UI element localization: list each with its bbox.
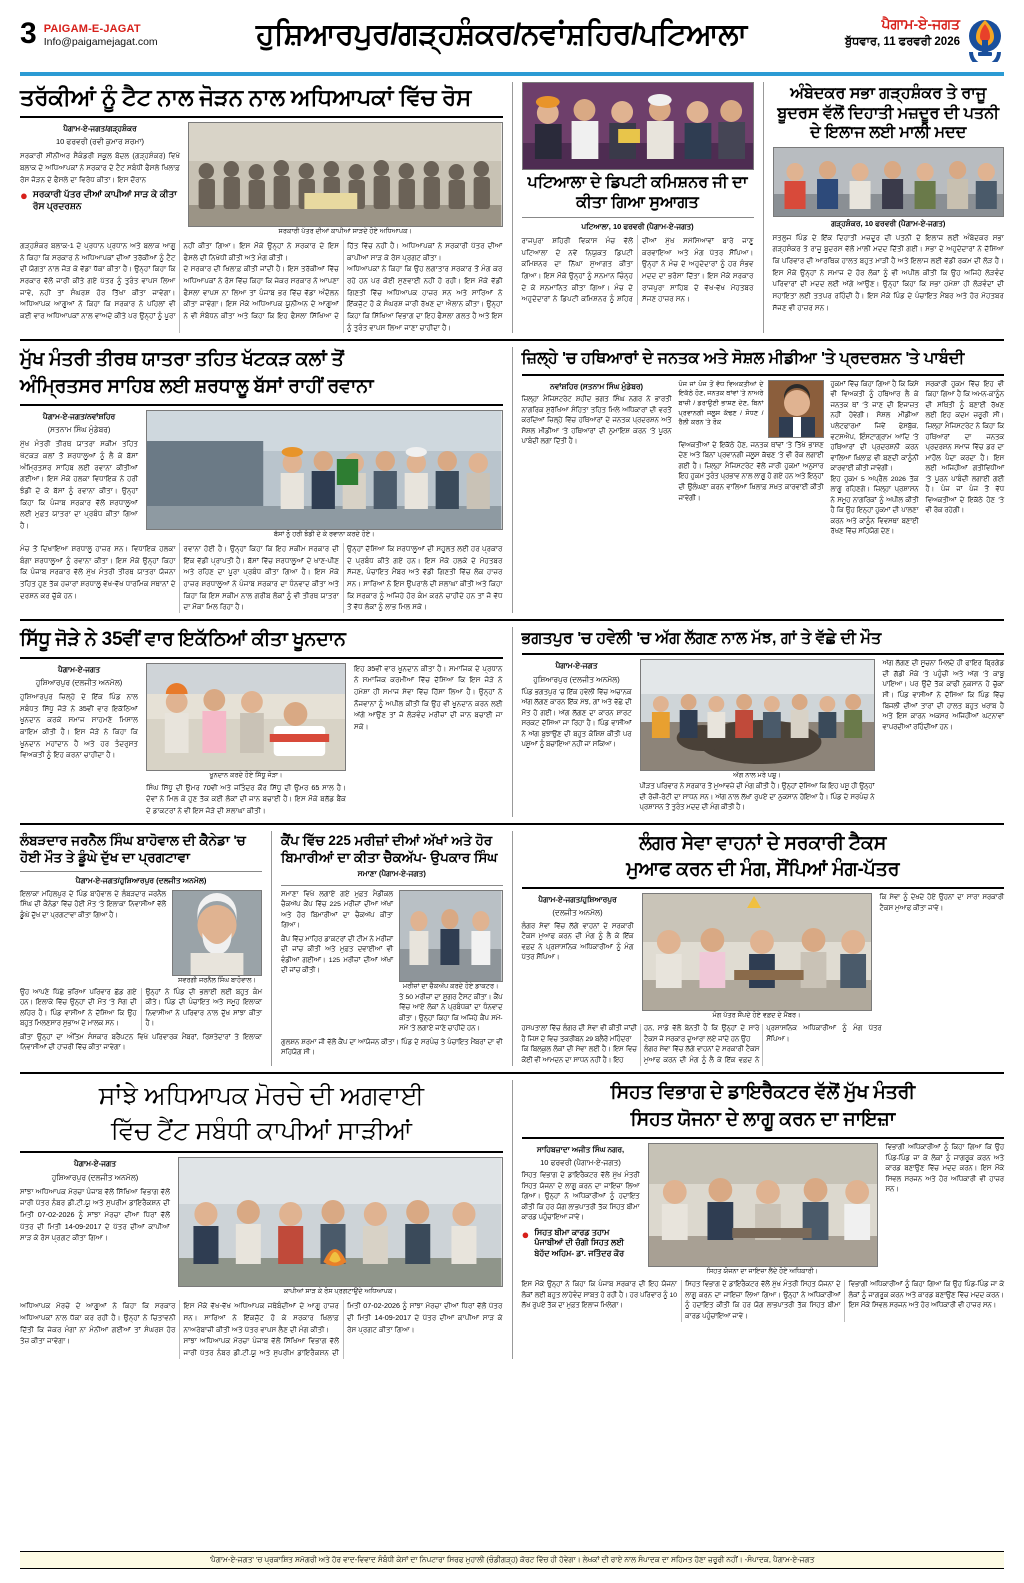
a8-col2: ਉਹ ਆਪਣੇ ਪਿੱਛੇ ਭਰਿਆ ਪਰਿਵਾਰ ਛੱਡ ਗਏ ਹਨ। ਇਲਾਕੇ ਵਿੱਚ ਉਨ੍ਹਾਂ ਦੀ ਮੌਤ 'ਤੇ ਸੋਗ ਦੀ ਲਹਿਰ ਹੈ। ਪਿੰਡ ਵਾਸੀਆਂ ਨੇ ਦੱਸਿਆ ਕਿ ਉਹ ਬਹੁਤ ਮਿਲਣਸਾਰ ਸੁਭਾਅ ਦੇ ਮਾਲਕ ਸਨ। [20,988,137,1028]
a6-photo [146,663,346,771]
divider [281,885,503,886]
second-section [20,347,1004,613]
a11-col1b: ਸਾਂਝਾ ਅਧਿਆਪਕ ਮੋਰਚਾ ਪੰਜਾਬ ਵੱਲੋਂ ਸਿੱਖਿਆ ਵਿਭਾਗ ਵੱਲੋਂ ਜਾਰੀ ਪੱਤਰ ਨੰਬਰ ਡੀ.ਟੀ.ਯੂ ਅਤੇ ਸੁਪਰੀਮ ਡਾਇਰੈਕਸ਼ਨ ਦੀ ਮਿਤੀ 07-02-2026 ਨੂੰ ਸਾਂਝਾ ਮੋਰਚਾ ਦੀਆਂ ਧਿਰਾਂ ਵੱਲੋਂ ਪੱਤਰ ਦੀ ਮਿਤੀ 14-09-2017 ਦੇ ਪੱਤਰ ਦੀਆਂ ਕਾਪੀਆਂ ਸਾੜ ਕੇ ਰੋਸ ਪ੍ਰਗਟ ਕੀਤਾ ਗਿਆ। [183,1301,503,1358]
masthead [20,12,1004,70]
a10-headline-l1: ਲੰਗਰ ਸੇਵਾ ਵਾਹਨਾਂ ਦੇ ਸਰਕਾਰੀ ਟੈਕਸ [639,832,887,854]
a3-headline: ਅੰਬੇਦਕਰ ਸਭਾ ਗੜ੍ਹਸ਼ੰਕਰ ਤੇ ਰਾਜੂ ਬੂਦਰਸ ਵੱਲੋਂ ਦਿਹਾਤੀ ਮਜ਼ਦੂਰ ਦੀ ਪਤਨੀ ਦੇ ਇਲਾਜ ਲਈ ਮਾਲੀ ਮਦਦ [777,85,1000,142]
a4-photo [146,410,503,530]
a11-caption: ਕਾਪੀਆਂ ਸਾੜ ਕੇ ਰੋਸ ਪ੍ਰਗਟਾਉਂਦੇ ਅਧਿਆਪਕ। [283,1288,397,1296]
a6-caption: ਖੂਨਦਾਨ ਕਰਦੇ ਹੋਏ ਸਿੱਧੂ ਜੋੜਾ। [209,771,283,779]
a6-col1: ਹੁਸ਼ਿਆਰਪੁਰ ਜ਼ਿਲ੍ਹੇ ਦੇ ਇੱਕ ਪਿੰਡ ਨਾਲ ਸਬੰਧਤ ਸਿੱਧੂ ਜੋੜੇ ਨੇ 35ਵੀਂ ਵਾਰ ਇਕੱਠਿਆਂ ਖੂਨਦਾਨ ਕਰਕੇ ਸਮਾਜ ਸਾਹਮਣੇ ਮਿਸਾਲ ਕਾਇਮ ਕੀਤੀ ਹੈ। ਇਸ ਜੋੜੇ ਨੇ ਕਿਹਾ ਕਿ ਖੂਨਦਾਨ ਮਹਾਂਦਾਨ ਹੈ ਅਤੇ ਹਰ ਤੰਦਰੁਸਤ ਵਿਅਕਤੀ ਨੂੰ ਇਹ ਕਰਨਾ ਚਾਹੀਦਾ ਹੈ। [20,691,138,760]
third-section [20,627,1004,817]
a7-col1: ਪਿੰਡ ਭਗਤਪੁਰ 'ਚ ਇੱਕ ਹਵੇਲੀ ਵਿੱਚ ਅਚਾਨਕ ਅੱਗ ਲੱਗਣ ਕਾਰਨ ਇੱਕ ਮੱਝ, ਗਾਂ ਅਤੇ ਵੱਛੇ ਦੀ ਮੌਤ ਹੋ ਗਈ। ਅੱਗ ਲੱਗਣ ਦਾ ਕਾਰਨ ਸ਼ਾਰਟ ਸਰਕਟ ਦੱਸਿਆ ਜਾ ਰਿਹਾ ਹੈ। ਪਿੰਡ ਵਾਸੀਆਂ ਨੇ ਅੱਗ ਬੁਝਾਉਣ ਦੀ ਬਹੁਤ ਕੋਸ਼ਿਸ਼ ਕੀਤੀ ਪਰ ਪਸ਼ੂਆਂ ਨੂੰ ਬਚਾਇਆ ਨਹੀਂ ਜਾ ਸਕਿਆ। [521,688,632,749]
fifth-section [20,1080,1004,1358]
article-health-scheme [522,1080,1005,1358]
a6-byline2: ਹੁਸ਼ਿਆਰਪੁਰ (ਦਲਜੀਤ ਅਨਮੋਲ) [35,677,123,687]
a12-bullet [522,1228,640,1259]
a4-headline-l1: ਮੁੱਖ ਮੰਤਰੀ ਤੀਰਥ ਯਾਤਰਾ ਤਹਿਤ ਖੱਟਕੜ ਕਲਾਂ ਤੋਂ [20,349,344,371]
a4-body [20,543,503,613]
a1-byline: ਪੈਗਾਮ-ਏ-ਜਗਤ/ਗੜ੍ਹਸ਼ੰਕਰ [63,124,137,134]
divider [522,1137,1005,1139]
a10-photo [642,893,872,1011]
a1-bullet-text: ਸਰਕਾਰੀ ਪੱਤਰ ਦੀਆਂ ਕਾਪੀਆਂ ਸਾੜ ਕੇ ਕੀਤਾ ਰੋਸ ਪ੍ਰਦਰਸ਼ਨ [32,189,177,212]
divider [20,1151,503,1153]
a5-photo [768,380,824,438]
fourth-section [20,831,1004,1067]
a12-photo [648,1143,878,1267]
a6-col2: ਸਿੰਘ ਸਿੱਧੂ ਦੀ ਉਮਰ 70ਵੀਂ ਅਤੇ ਜਤਿੰਦਰ ਕੌਰ ਸਿੱਧੂ ਦੀ ਉਮਰ 65 ਸਾਲ ਹੈ। ਦੋਵਾਂ ਨੇ ਮਿਲ ਕੇ ਹੁਣ ਤੱਕ ਕਈ ਲੋਕਾਂ ਦੀ ਜਾਨ ਬਚਾਈ ਹੈ। ਇਸ ਮੌਕੇ ਬਲੱਡ ਬੈਂਕ ਦੇ ਡਾਕਟਰਾਂ ਨੇ ਵੀ ਇਸ ਜੋੜੇ ਦੀ ਸ਼ਲਾਘਾ ਕੀਤੀ। [146,782,346,816]
paper-name-pb: ਪੈਗਾਮ-ਏ-ਜਗਤ [881,16,960,32]
a6-headline: ਸਿੱਧੂ ਜੋੜੇ ਨੇ 35ਵੀਂ ਵਾਰ ਇਕੱਠਿਆਂ ਕੀਤਾ ਖੂਨਦਾਨ [20,628,346,650]
a2-headline: ਪਟਿਆਲਾ ਦੇ ਡਿਪਟੀ ਕਮਿਸ਼ਨਰ ਜੀ ਦਾ ਕੀਤਾ ਗਿਆ ਸੁਆਗਤ [527,174,748,211]
a5-callout: ਪੰਜ ਜਾਂ ਪੰਜ ਤੋਂ ਵੱਧ ਵਿਅਕਤੀਆਂ ਦੇ ਇਕੱਠੇ ਹੋਣ, ਜਨਤਕ ਥਾਂਵਾਂ 'ਤੇ ਨਾਅਰੇ ਬਾਜ਼ੀ / ਡਰਾਉਣੀ ਭਾਸ਼ਣ ਦੇਣ, ਬਿਨਾਂ ਪ੍ਰਵਾਨਗੀ ਜਲੂਸ ਕੱਢਣ / ਸੋਧਣ / ਰੈਲੀ ਕਰਨ 'ਤੇ ਰੋਕ [678,380,764,427]
a9-headline: ਕੈਂਪ ਵਿੱਚ 225 ਮਰੀਜ਼ਾਂ ਦੀਆਂ ਅੱਖਾਂ ਅਤੇ ਹੋਰ ਬਿਮਾਰੀਆਂ ਦਾ ਕੀਤਾ ਚੈਕਅੱਪ- ਉਪਕਾਰ ਸਿੰਘ [281,832,498,865]
a9-caption: ਮਰੀਜ਼ਾਂ ਦਾ ਚੈਕਅੱਪ ਕਰਦੇ ਹੋਏ ਡਾਕਟਰ। [402,982,499,990]
a6-col3: ਇਹ 35ਵੀਂ ਵਾਰ ਖੂਨਦਾਨ ਕੀਤਾ ਹੈ। ਸਮਾਜਿਕ ਦੇ ਪ੍ਰਧਾਨ ਨੇ ਸਮਾਜਿਕ ਕਰਮੀਆਂ ਵਿੱਚ ਦੱਸਿਆ ਕਿ ਇਸ ਜੋੜੇ ਨੇ ਹਮੇਸ਼ਾ ਹੀ ਸਮਾਜ ਸੇਵਾ ਵਿੱਚ ਹਿੱਸਾ ਲਿਆ ਹੈ। ਉਨ੍ਹਾਂ ਨੇ ਨੌਜਵਾਨਾਂ ਨੂੰ ਅਪੀਲ ਕੀਤੀ ਕਿ ਉਹ ਵੀ ਖੂਨਦਾਨ ਕਰਨ ਲਈ ਅੱਗੇ ਆਉਣ ਤਾਂ ਜੋ ਲੋੜਵੰਦ ਮਰੀਜ਼ਾਂ ਦੀ ਜਾਨ ਬਚਾਈ ਜਾ ਸਕੇ। [354,663,503,731]
a3-photo [773,147,1005,217]
a12-col1b: ਸਿਹਤ ਵਿਭਾਗ ਦੇ ਡਾਇਰੈਕਟਰ ਵੱਲੋਂ ਮੁੱਖ ਮੰਤਰੀ ਸਿਹਤ ਯੋਜਨਾ ਦੇ ਲਾਗੂ ਕਰਨ ਦਾ ਜਾਇਜ਼ਾ ਲਿਆ ਗਿਆ। ਉਨ੍ਹਾਂ ਨੇ ਅਧਿਕਾਰੀਆਂ ਨੂੰ ਹਦਾਇਤ ਕੀਤੀ ਕਿ ਹਰ ਯੋਗ ਲਾਭਪਾਤਰੀ ਤੱਕ ਸਿਹਤ ਬੀਮਾ ਕਾਰਡ ਪਹੁੰਚਾਇਆ ਜਾਵੇ। [685,1280,841,1320]
divider [522,653,1005,655]
a7-caption: ਅੱਗ ਨਾਲ ਮਰੇ ਪਸ਼ੂ। [733,772,781,780]
article-tirath-yatra [20,347,503,613]
a12-col3: ਵਿਭਾਗੀ ਅਧਿਕਾਰੀਆਂ ਨੂੰ ਕਿਹਾ ਗਿਆ ਕਿ ਉਹ ਪਿੰਡ-ਪਿੰਡ ਜਾ ਕੇ ਲੋਕਾਂ ਨੂੰ ਜਾਗਰੂਕ ਕਰਨ ਅਤੇ ਕਾਰਡ ਬਣਾਉਣ ਵਿੱਚ ਮਦਦ ਕਰਨ। ਇਸ ਮੌਕੇ ਸਿਵਲ ਸਰਜਨ ਅਤੇ ਹੋਰ ਅਧਿਕਾਰੀ ਵੀ ਹਾਜ਼ਰ ਸਨ। [885,1143,1004,1194]
a5-byline: ਨਵਾਂਸ਼ਹਿਰ (ਸਤਨਾਮ ਸਿੰਘ ਮੁੰਡੇਬਰ) [549,381,644,391]
publication-date: ਬੁੱਧਵਾਰ, 11 ਫਰਵਰੀ 2026 [845,35,960,48]
a1-caption: ਸਰਕਾਰੀ ਪੱਤਰ ਦੀਆਂ ਕਾਪੀਆਂ ਸਾੜਦੇ ਹੋਏ ਅਧਿਆਪਕ। [278,228,413,236]
a12-col2: ਇਸ ਮੌਕੇ ਉਨ੍ਹਾਂ ਨੇ ਕਿਹਾ ਕਿ ਪੰਜਾਬ ਸਰਕਾਰ ਦੀ ਇਹ ਯੋਜਨਾ ਲੋਕਾਂ ਲਈ ਬਹੁਤ ਲਾਹੇਵੰਦ ਸਾਬਤ ਹੋ ਰਹੀ ਹੈ। ਹਰ ਪਰਿਵਾਰ ਨੂੰ 10 ਲੱਖ ਰੁਪਏ ਤੱਕ ਦਾ ਮੁਫ਼ਤ ਇਲਾਜ ਮਿਲੇਗਾ। [521,1280,677,1310]
a4-byline: ਪੈਗਾਮ-ਏ-ਜਗਤ/ਨਵਾਂਸ਼ਹਿਰ [42,411,116,421]
a5-col4: ਇਹ ਹੁਕਮ 5 ਅਪ੍ਰੈਲ 2026 ਤੱਕ ਲਾਗੂ ਰਹਿਣਗੇ। ਜ਼ਿਲ੍ਹਾ ਪ੍ਰਸ਼ਾਸਨ ਨੇ ਸਮੂਹ ਨਾਗਰਿਕਾਂ ਨੂੰ ਅਪੀਲ ਕੀਤੀ ਹੈ ਕਿ ਉਹ ਇਨ੍ਹਾਂ ਹੁਕਮਾਂ ਦੀ ਪਾਲਣਾ ਕਰਨ ਅਤੇ ਕਾਨੂੰਨ ਵਿਵਸਥਾ ਬਣਾਈ ਰੱਖਣ ਵਿੱਚ ਸਹਿਯੋਗ ਦੇਣ। [830,475,919,536]
a10-body [522,1024,1005,1066]
a1-col3: ਅਧਿਆਪਕਾਂ ਨੇ ਕਿਹਾ ਕਿ ਉਹ ਲਗਾਤਾਰ ਸਰਕਾਰ ਤੋਂ ਮੰਗ ਕਰ ਰਹੇ ਹਨ ਪਰ ਕੋਈ ਸੁਣਵਾਈ ਨਹੀਂ ਹੋ ਰਹੀ। ਇਸ ਮੌਕੇ ਵੱਡੀ ਗਿਣਤੀ ਵਿੱਚ ਅਧਿਆਪਕ ਹਾਜ਼ਰ ਸਨ ਅਤੇ ਸਾਰਿਆਂ ਨੇ ਇੱਕਜੁੱਟ ਹੋ ਕੇ ਸੰਘਰਸ਼ ਜਾਰੀ ਰੱਖਣ ਦਾ ਐਲਾਨ ਕੀਤਾ। ਉਨ੍ਹਾਂ ਕਿਹਾ ਕਿ ਸਿੱਖਿਆ ਵਿਭਾਗ ਦਾ ਇਹ ਫੈਸਲਾ ਗਲਤ ਹੈ ਅਤੇ ਇਸ ਨੂੰ ਤੁਰੰਤ ਵਾਪਸ ਲਿਆ ਜਾਣਾ ਚਾਹੀਦਾ ਹੈ। [347,264,503,332]
divider [20,404,503,406]
a7-byline2: ਹੁਸ਼ਿਆਰਪੁਰ (ਦਲਜੀਤ ਅਨਮੋਲ) [533,674,620,684]
divider [522,887,1005,889]
a9-photo [399,890,503,982]
a7-col3: ਅੱਗ ਲੱਗਣ ਦੀ ਸੂਚਨਾ ਮਿਲਦੇ ਹੀ ਫਾਇਰ ਬ੍ਰਿਗੇਡ ਦੀ ਗੱਡੀ ਮੌਕੇ 'ਤੇ ਪਹੁੰਚੀ ਅਤੇ ਅੱਗ 'ਤੇ ਕਾਬੂ ਪਾਇਆ। ਪਰ ਉਦੋਂ ਤੱਕ ਕਾਫੀ ਨੁਕਸਾਨ ਹੋ ਚੁੱਕਾ ਸੀ। ਪਿੰਡ ਵਾਸੀਆਂ ਨੇ ਦੱਸਿਆ ਕਿ ਪਿੰਡ ਵਿੱਚ ਬਿਜਲੀ ਦੀਆਂ ਤਾਰਾਂ ਦੀ ਹਾਲਤ ਬਹੁਤ ਖਰਾਬ ਹੈ ਅਤੇ ਇਸ ਕਾਰਨ ਅਕਸਰ ਅਜਿਹੀਆਂ ਘਟਨਾਵਾਂ ਵਾਪਰਦੀਆਂ ਰਹਿੰਦੀਆਂ ਹਨ। [882,660,1004,731]
a7-headline: ਭਗਤਪੁਰ 'ਚ ਹਵੇਲੀ 'ਚ ਅੱਗ ਲੱਗਣ ਨਾਲ ਮੱਝ, ਗਾਂ ਤੇ ਵੱਛੇ ਦੀ ਮੌਤ [521,629,882,647]
a10-col4: ਹਨ, ਸਾਡੇ ਵੱਲੋਂ ਬੇਨਤੀ ਹੈ ਕਿ ਉਨ੍ਹਾਂ ਦੇ ਸਾਰੇ ਟੈਕਸ ਜੋ ਸਰਕਾਰ ਦੁਆਰਾ ਲਏ ਜਾਂਦੇ ਹਨ ਉਹ [643,1025,760,1043]
a11-col3: ਇਸ ਮੌਕੇ ਵੱਖ-ਵੱਖ ਅਧਿਆਪਕ ਜਥੇਬੰਦੀਆਂ ਦੇ ਆਗੂ ਹਾਜ਼ਰ ਸਨ। ਸਾਰਿਆਂ ਨੇ ਇੱਕਜੁੱਟ ਹੋ ਕੇ ਸਰਕਾਰ ਖ਼ਿਲਾਫ਼ ਨਾਅਰੇਬਾਜ਼ੀ ਕੀਤੀ ਅਤੇ ਪੱਤਰ ਵਾਪਸ ਲੈਣ ਦੀ ਮੰਗ ਕੀਤੀ। [183,1301,339,1334]
a10-col5b: ਲੰਗਰ ਸੇਵਾ ਵਿੱਚ ਲੱਗੇ ਵਾਹਨਾਂ ਦੇ ਸਰਕਾਰੀ ਟੈਕਸ ਮੁਆਫ ਕਰਨ ਦੀ ਮੰਗ ਨੂੰ ਲੈ ਕੇ ਇੱਕ ਵਫ਼ਦ ਨੇ ਪ੍ਰਸ਼ਾਸਨਿਕ ਅਧਿਕਾਰੀਆਂ ਨੂੰ ਮੰਗ ਪੱਤਰ ਸੌਂਪਿਆ। [643,1025,882,1064]
a7-photo [640,659,875,771]
a9-col1: ਸਮਾਣਾ ਵਿਖੇ ਲਗਾਏ ਗਏ ਮੁਫ਼ਤ ਮੈਡੀਕਲ ਚੈਕਅੱਪ ਕੈਂਪ ਵਿੱਚ 225 ਮਰੀਜ਼ਾਂ ਦੀਆਂ ਅੱਖਾਂ ਅਤੇ ਹੋਰ ਬਿਮਾਰੀਆਂ ਦਾ ਚੈਕਅੱਪ ਕੀਤਾ ਗਿਆ। [281,890,393,930]
a10-byline2: (ਦਲਜੀਤ ਅਨਮੋਲ) [552,908,603,918]
a4-col3: ਰਵਾਨਾ ਹੋਈ ਹੈ। ਉਨ੍ਹਾਂ ਕਿਹਾ ਕਿ ਇਹ ਸਕੀਮ ਸਰਕਾਰ ਦੀ ਇੱਕ ਵੱਡੀ ਪ੍ਰਾਪਤੀ ਹੈ। ਬੱਸਾਂ ਵਿੱਚ ਸ਼ਰਧਾਲੂਆਂ ਦੇ ਖਾਣ-ਪੀਣ ਅਤੇ ਰਹਿਣ ਦਾ ਪੂਰਾ ਪ੍ਰਬੰਧ ਕੀਤਾ ਗਿਆ ਹੈ। ਇਸ ਮੌਕੇ ਹਾਜ਼ਰ ਸ਼ਰਧਾਲੂਆਂ ਨੇ ਪੰਜਾਬ ਸਰਕਾਰ ਦਾ ਧੰਨਵਾਦ ਕੀਤਾ ਅਤੇ ਕਿਹਾ ਕਿ ਇਸ ਸਕੀਮ ਨਾਲ ਗਰੀਬ ਲੋਕਾਂ ਨੂੰ ਵੀ ਤੀਰਥ ਯਾਤਰਾ ਦਾ ਮੌਕਾ ਮਿਲ ਰਿਹਾ ਹੈ। [183,543,339,612]
a2-byline: ਪਟਿਆਲਾ, 10 ਫਰਵਰੀ (ਪੈਗਾਮ-ਏ-ਜਗਤ) [581,222,694,232]
a10-col3: ਕਿ ਬਿਲਕੁਲ ਲੋਕਾਂ ਦੀ ਸੇਵਾ ਲਈ ਹੈ। ਇਸ ਵਿਚ ਕੋਈ ਵੀ ਆਮਦਨ ਦਾ ਸਾਧਨ ਨਹੀਂ ਹੈ। ਇਹ [521,1046,637,1064]
a5-col5: ਸਰਕਾਰੀ ਹੁਕਮ ਵਿੱਚ ਇਹ ਵੀ ਕਿਹਾ ਗਿਆ ਹੈ ਕਿ ਅਮਨ-ਕਾਨੂੰਨ ਦੀ ਸਥਿਤੀ ਨੂੰ ਬਣਾਈ ਰੱਖਣ ਲਈ ਇਹ ਕਦਮ ਜ਼ਰੂਰੀ ਸੀ। ਜ਼ਿਲ੍ਹਾ ਮੈਜਿਸਟਰੇਟ ਨੇ ਕਿਹਾ ਕਿ ਹਥਿਆਰਾਂ ਦਾ ਜਨਤਕ ਪ੍ਰਦਰਸ਼ਨ ਸਮਾਜ ਵਿੱਚ ਡਰ ਦਾ ਮਾਹੌਲ ਪੈਦਾ ਕਰਦਾ ਹੈ। ਇਸ ਲਈ ਅਜਿਹੀਆਂ ਗਤੀਵਿਧੀਆਂ 'ਤੇ ਪੂਰਨ ਪਾਬੰਦੀ ਲਗਾਈ ਗਈ ਹੈ। ਪੰਜ ਜਾਂ ਪੰਜ ਤੋਂ ਵੱਧ ਵਿਅਕਤੀਆਂ ਦੇ ਇਕੱਠੇ ਹੋਣ 'ਤੇ ਵੀ ਰੋਕ ਰਹੇਗੀ। [925,380,1004,515]
a7-col2: ਪੀੜਤ ਪਰਿਵਾਰ ਨੇ ਸਰਕਾਰ ਤੋਂ ਮੁਆਵਜ਼ੇ ਦੀ ਮੰਗ ਕੀਤੀ ਹੈ। ਉਨ੍ਹਾਂ ਦੱਸਿਆ ਕਿ ਇਹ ਪਸ਼ੂ ਹੀ ਉਨ੍ਹਾਂ ਦੀ ਰੋਜ਼ੀ-ਰੋਟੀ ਦਾ ਸਾਧਨ ਸਨ। ਅੱਗ ਨਾਲ ਲੱਖਾਂ ਰੁਪਏ ਦਾ ਨੁਕਸਾਨ ਹੋਇਆ ਹੈ। ਪਿੰਡ ਦੇ ਸਰਪੰਚ ਨੇ ਪ੍ਰਸ਼ਾਸਨ ਤੋਂ ਤੁਰੰਤ ਮਦਦ ਦੀ ਮੰਗ ਕੀਤੀ ਹੈ। [639,783,875,812]
a11-photo [178,1157,503,1287]
article-dc-welcome [522,82,754,333]
masthead-right [845,12,1004,62]
a1-col1: ਗੜ੍ਹਸ਼ੰਕਰ ਬਲਾਕ-1 ਦੇ ਪ੍ਰਧਾਨ ਪ੍ਰਧਾਨ ਅਤੇ ਬਲਾਕ ਆਗੂ ਨੇ ਕਿਹਾ ਕਿ ਸਰਕਾਰ ਨੇ ਅਧਿਆਪਕਾਂ ਦੀਆਂ ਤਰੱਕੀਆਂ ਨੂੰ ਟੈਟ ਦੀ ਯੋਗਤਾ ਨਾਲ ਜੋੜ ਕੇ ਵੱਡਾ ਧੱਕਾ ਕੀਤਾ ਹੈ। ਉਨ੍ਹਾਂ ਕਿਹਾ ਕਿ ਸਰਕਾਰ ਵੱਲੋਂ ਜਾਰੀ ਕੀਤੇ ਗਏ ਪੱਤਰ ਨੂੰ ਤੁਰੰਤ ਵਾਪਸ ਲਿਆ ਜਾਵੇ, ਨਹੀਂ ਤਾਂ ਸੰਘਰਸ਼ ਹੋਰ ਤਿੱਖਾ ਕੀਤਾ ਜਾਵੇਗਾ। ਅਧਿਆਪਕ ਆਗੂਆਂ ਨੇ ਕਿਹਾ ਕਿ ਸਰਕਾਰ ਨੇ ਪਹਿਲਾਂ ਵੀ ਕਈ ਵਾਰ ਅਧਿਆਪਕਾਂ ਨਾਲ ਵਾਅਦੇ ਕੀਤੇ ਪਰ ਉਨ੍ਹਾਂ ਨੂੰ ਪੂਰਾ ਨਹੀਂ ਕੀਤਾ ਗਿਆ। ਇਸ ਮੌਕੇ ਉਨ੍ਹਾਂ ਨੇ ਸਰਕਾਰ ਦੇ ਇਸ ਫੈਸਲੇ ਦੀ ਨਿਖੇਧੀ ਕੀਤੀ ਅਤੇ ਮੰਗ ਕੀਤੀ। [20,241,339,321]
a10-byline: ਪੈਗਾਮ-ਏ-ਜਗਤ/ਹੁਸ਼ਿਆਰਪੁਰ [538,895,617,905]
a12-headline-l2: ਸਿਹਤ ਯੋਜਨਾ ਦੇ ਲਾਗੂ ਕਰਨ ਦਾ ਜਾਇਜ਼ਾ [630,1109,895,1131]
a11-byline2: ਹੁਸ਼ਿਆਰਪੁਰ (ਦਲਜੀਤ ਅਨਮੋਲ) [51,1172,139,1182]
bullet-dot-icon: ● [521,1226,530,1242]
a12-bullet-text: ਸਿਹਤ ਬੀਮਾ ਕਾਰਡ ਤਹਾਮ ਪੰਜਾਬੀਆਂ ਦੀ ਚੰਗੀ ਸਿਹਤ ਲਈ ਬੇਹੱਦ ਅਹਿਮ- ਡਾ. ਜਤਿੰਦਰ ਕੌਰ [534,1227,625,1258]
a4-headline-l2: ਅੰਮ੍ਰਿਤਸਰ ਸਾਹਿਬ ਲਈ ਸ਼ਰਧਾਲੂ ਬੱਸਾਂ ਰਾਹੀਂ ਰਵਾਨਾ [20,376,374,398]
a2-body [522,235,754,305]
paper-email: Info@paigamejagat.com [43,35,158,48]
masthead-brand [44,20,158,48]
a3-byline: ਗੜ੍ਹਸ਼ੰਕਰ, 10 ਫਰਵਰੀ (ਪੈਗਾਮ-ਏ-ਜਗਤ) [831,218,946,228]
a8-byline: ਪੈਗਾਮ-ਏ-ਜਗਤ/ਹੁਸ਼ਿਆਰਪੁਰ (ਦਲਜੀਤ ਅਨਮੋਲ) [75,876,207,886]
a1-byline2: 10 ਫਰਵਰੀ (ਰਵੀ ਕੁਮਾਰ ਸ਼ਰਮਾ) [56,137,144,147]
a3-body: ਸਤਲੁਜ ਪਿੰਡ ਦੇ ਇੱਕ ਦਿਹਾਤੀ ਮਜ਼ਦੂਰ ਦੀ ਪਤਨੀ ਦੇ ਇਲਾਜ ਲਈ ਅੰਬੇਦਕਰ ਸਭਾ ਗੜ੍ਹਸ਼ੰਕਰ ਤੇ ਰਾਜੂ ਬੂਦਰਸ ਵੱਲੋਂ ਮਾਲੀ ਮਦਦ ਦਿੱਤੀ ਗਈ। ਸਭਾ ਦੇ ਅਹੁਦੇਦਾਰਾਂ ਨੇ ਦੱਸਿਆ ਕਿ ਪਰਿਵਾਰ ਦੀ ਆਰਥਿਕ ਹਾਲਤ ਬਹੁਤ ਮਾੜੀ ਹੈ ਅਤੇ ਇਲਾਜ ਲਈ ਵੱਡੀ ਰਕਮ ਦੀ ਲੋੜ ਹੈ। ਇਸ ਮੌਕੇ ਉਨ੍ਹਾਂ ਨੇ ਸਮਾਜ ਦੇ ਹੋਰ ਲੋਕਾਂ ਨੂੰ ਵੀ ਅਪੀਲ ਕੀਤੀ ਕਿ ਉਹ ਅਜਿਹੇ ਲੋੜਵੰਦ ਪਰਿਵਾਰਾਂ ਦੀ ਮਦਦ ਲਈ ਅੱਗੇ ਆਉਣ। ਉਨ੍ਹਾਂ ਕਿਹਾ ਕਿ ਸਭਾ ਹਮੇਸ਼ਾ ਹੀ ਲੋੜਵੰਦਾਂ ਦੀ ਸਹਾਇਤਾ ਲਈ ਤਤਪਰ ਰਹਿੰਦੀ ਹੈ। ਇਸ ਮੌਕੇ ਪਿੰਡ ਦੇ ਪੰਚਾਇਤ ਮੈਂਬਰ ਅਤੇ ਹੋਰ ਮੋਹਤਬਰ ਸੱਜਣ ਵੀ ਹਾਜ਼ਰ ਸਨ। [772,232,1004,312]
a10-headline-l2: ਮੁਆਫ ਕਰਨ ਦੀ ਮੰਗ, ਸੌਂਪਿਆਂ ਮੰਗ-ਪੱਤਰ [626,859,900,881]
article-lambardar-death [20,831,262,1067]
divider [20,871,262,872]
a1-col2: ਦੇ ਸਰਕਾਰ ਦੀ ਖਿਲਾਫ਼ ਕੀਤੀ ਜਾਂਦੀ ਹੈ। ਇਸ ਤਰੱਕੀਆਂ ਵਿੱਚ ਅਧਿਆਪਕਾਂ ਨੇ ਰੋਸ ਵਿੱਚ ਕਿਹਾ ਕਿ ਜੇਕਰ ਸਰਕਾਰ ਨੇ ਆਪਣਾ ਫੈਸਲਾ ਵਾਪਸ ਨਾ ਲਿਆ ਤਾਂ ਪੰਜਾਬ ਭਰ ਵਿੱਚ ਵੱਡਾ ਅੰਦੋਲਨ ਕੀਤਾ ਜਾਵੇਗਾ। ਇਸ ਮੌਕੇ ਅਧਿਆਪਕ ਯੂਨੀਅਨ ਦੇ ਆਗੂਆਂ ਨੇ ਵੀ ਸੰਬੋਧਨ ਕੀਤਾ ਅਤੇ ਕਿਹਾ ਕਿ ਇਹ ਫੈਸਲਾ ਸਿੱਖਿਆ ਦੇ ਹਿੱਤ ਵਿੱਚ ਨਹੀਂ ਹੈ। ਅਧਿਆਪਕਾਂ ਨੇ ਸਰਕਾਰੀ ਪੱਤਰ ਦੀਆਂ ਕਾਪੀਆਂ ਸਾੜ ਕੇ ਰੋਸ ਪ੍ਰਗਟ ਕੀਤਾ। [183,241,503,321]
article-weapons-ban [522,347,1005,613]
a1-body [20,240,503,333]
a4-col4: ਉਨ੍ਹਾਂ ਦੱਸਿਆ ਕਿ ਸ਼ਰਧਾਲੂਆਂ ਦੀ ਸਹੂਲਤ ਲਈ ਹਰ ਪ੍ਰਕਾਰ ਦੇ ਪ੍ਰਬੰਧ ਕੀਤੇ ਗਏ ਹਨ। ਇਸ ਮੌਕੇ ਹਲਕੇ ਦੇ ਮੋਹਤਬਰ ਸੱਜਣ, ਪੰਚਾਇਤ ਮੈਂਬਰ ਅਤੇ ਵੱਡੀ ਗਿਣਤੀ ਵਿੱਚ ਲੋਕ ਹਾਜ਼ਰ ਸਨ। ਸਾਰਿਆਂ ਨੇ ਇਸ ਉਪਰਾਲੇ ਦੀ ਸ਼ਲਾਘਾ ਕੀਤੀ ਅਤੇ ਕਿਹਾ ਕਿ ਸਰਕਾਰ ਨੂੰ ਅਜਿਹੇ ਹੋਰ ਕੰਮ ਕਰਨੇ ਚਾਹੀਦੇ ਹਨ ਤਾਂ ਜੋ ਵੱਧ ਤੋਂ ਵੱਧ ਲੋਕਾਂ ਨੂੰ ਲਾਭ ਮਿਲ ਸਕੇ। [347,543,503,612]
article-ambedkar-aid [773,82,1005,333]
paper-name-en: PAIGAM-E-JAGAT [43,23,141,35]
a8-col3: ਉਨ੍ਹਾਂ ਨੇ ਪਿੰਡ ਦੀ ਭਲਾਈ ਲਈ ਬਹੁਤ ਕੰਮ ਕੀਤੇ। ਪਿੰਡ ਦੀ ਪੰਚਾਇਤ ਅਤੇ ਸਮੂਹ ਇਲਾਕਾ ਨਿਵਾਸੀਆਂ ਨੇ ਪਰਿਵਾਰ ਨਾਲ ਦੁੱਖ ਸਾਂਝਾ ਕੀਤਾ ਹੈ। [145,988,262,1028]
article-fire-cattle [522,627,1005,817]
a4-col1: ਮੁੱਖ ਮੰਤਰੀ ਤੀਰਥ ਯਾਤਰਾ ਸਕੀਮ ਤਹਿਤ ਖੱਟਕੜ ਕਲਾਂ ਤੋਂ ਸ਼ਰਧਾਲੂਆਂ ਨੂੰ ਲੈ ਕੇ ਬੱਸਾਂ ਅੰਮ੍ਰਿਤਸਰ ਸਾਹਿਬ ਲਈ ਰਵਾਨਾ ਕੀਤੀਆਂ ਗਈਆਂ। ਇਸ ਮੌਕੇ ਹਲਕਾ ਵਿਧਾਇਕ ਨੇ ਹਰੀ ਝੰਡੀ ਦੇ ਕੇ ਬੱਸਾਂ ਨੂੰ ਰਵਾਨਾ ਕੀਤਾ। ਉਨ੍ਹਾਂ ਕਿਹਾ ਕਿ ਪੰਜਾਬ ਸਰਕਾਰ ਵੱਲੋਂ ਸ਼ਰਧਾਲੂਆਂ ਲਈ ਮੁਫ਼ਤ ਯਾਤਰਾ ਦਾ ਪ੍ਰਬੰਧ ਕੀਤਾ ਗਿਆ ਹੈ। [20,439,138,530]
article-blood-donation [20,627,503,817]
a1-bullet [20,189,180,212]
fourth-left [20,831,503,1067]
a10-caption: ਮੰਗ ਪੱਤਰ ਸੌਂਪਦੇ ਹੋਏ ਵਫ਼ਦ ਦੇ ਮੈਂਬਰ। [712,1012,801,1020]
divider [20,657,503,659]
masthead-left [20,12,158,49]
a12-caption: ਸਿਹਤ ਯੋਜਨਾ ਦਾ ਜਾਇਜ਼ਾ ਲੈਂਦੇ ਹੋਏ ਅਧਿਕਾਰੀ। [706,1267,819,1275]
a1-headline: ਤਰੱਕੀਆਂ ਨੂੰ ਟੈਟ ਨਾਲ ਜੋੜਨ ਨਾਲ ਅਧਿਆਪਕਾਂ ਵਿੱਚ ਰੋਸ [20,84,471,110]
a12-byline2: 10 ਫਰਵਰੀ (ਪੈਗਾਮ-ਏ-ਜਗਤ) [540,1158,621,1168]
a9-col3: ਤੇ 50 ਮਰੀਜ਼ਾਂ ਦਾ ਸ਼ੂਗਰ ਟੈਸਟ ਕੀਤਾ। ਕੈਂਪ ਵਿੱਚ ਆਏ ਲੋਕਾਂ ਨੇ ਪ੍ਰਬੰਧਕਾਂ ਦਾ ਧੰਨਵਾਦ ਕੀਤਾ। ਉਨ੍ਹਾਂ ਕਿਹਾ ਕਿ ਅਜਿਹੇ ਕੈਂਪ ਸਮੇਂ-ਸਮੇਂ 'ਤੇ ਲਗਾਏ ਜਾਣੇ ਚਾਹੀਦੇ ਹਨ। [399,993,503,1033]
a1-photo [188,122,503,227]
a1-lead: ਸਰਕਾਰੀ ਸੀਨੀਅਰ ਸੈਕੰਡਰੀ ਸਕੂਲ ਬੋਦਲ (ਗੜ੍ਹਸ਼ੰਕਰ) ਵਿਖੇ ਬਲਾਕ ਦੇ ਅਧਿਆਪਕਾਂ ਨੇ ਸਰਕਾਰ ਦੇ ਟੈਟ ਸਬੰਧੀ ਫੈਸਲੇ ਖਿਲਾਫ਼ ਰੋਸ ਜੋੜਨ ਦੇ ਫੈਸਲੇ ਦਾ ਵਿਰੋਧ ਕੀਤਾ। ਇਸ ਦੌਰਾਨ [20,151,180,184]
page-number: 3 [20,17,37,50]
a7-byline: ਪੈਗਾਮ-ਏ-ਜਗਤ [555,661,598,671]
torch-logo-icon [966,16,1004,62]
a11-byline: ਪੈਗਾਮ-ਏ-ਜਗਤ [73,1159,117,1169]
a5-col3: ਹੁਕਮਾਂ ਵਿੱਚ ਕਿਹਾ ਗਿਆ ਹੈ ਕਿ ਕਿਸੇ ਵੀ ਵਿਅਕਤੀ ਨੂੰ ਹਥਿਆਰ ਲੈ ਕੇ ਜਨਤਕ ਥਾਂ 'ਤੇ ਜਾਣ ਦੀ ਇਜਾਜ਼ਤ ਨਹੀਂ ਹੋਵੇਗੀ। ਸੋਸ਼ਲ ਮੀਡੀਆ ਪਲੇਟਫਾਰਮਾਂ ਜਿਵੇਂ ਫੇਸਬੁੱਕ, ਵਟਸਐਪ, ਇੰਸਟਾਗ੍ਰਾਮ ਆਦਿ 'ਤੇ ਹਥਿਆਰਾਂ ਦੀ ਪ੍ਰਦਰਸ਼ਨੀ ਕਰਨ ਵਾਲਿਆਂ ਖ਼ਿਲਾਫ਼ ਵੀ ਬਣਦੀ ਕਾਨੂੰਨੀ ਕਾਰਵਾਈ ਕੀਤੀ ਜਾਵੇਗੀ। [830,380,919,473]
a4-byline2: (ਸਤਨਾਮ ਸਿੰਘ ਮੁੰਡੇਬਰ) [47,425,111,435]
a8-photo [172,890,262,976]
a11-headline-l2: ਵਿੱਚ ਟੈਂਟ ਸਬੰਧੀ ਕਾਪੀਆਂ ਸਾੜੀਆਂ [110,1116,412,1145]
a9-col4: ਗੁਲਸ਼ਨ ਸ਼ਰਮਾ ਜੀ ਵੱਲੋਂ ਕੈਂਪ ਦਾ ਆਯੋਜਨ ਕੀਤਾ। ਪਿੰਡ ਦੇ ਸਰਪੰਚ ਤੇ ਪੰਚਾਇਤ ਮੈਂਬਰਾਂ ਦਾ ਵੀ ਸਹਿਯੋਗ ਸੀ। [281,1038,503,1057]
a10-col5: ਕਿ ਸੇਵਾ ਨੂੰ ਦੇਖਦੇ ਹੋਏ ਉਹਨਾਂ ਦਾ ਸਾਰਾ ਸਰਕਾਰੀ ਟੈਕਸ ਮੁਆਫ ਕੀਤਾ ਜਾਵੇ। [879,894,1004,912]
a11-col1: ਸਾਂਝਾ ਅਧਿਆਪਕ ਮੋਰਚਾ ਪੰਜਾਬ ਵੱਲੋਂ ਸਿੱਖਿਆ ਵਿਭਾਗ ਵੱਲੋਂ ਜਾਰੀ ਪੱਤਰ ਨੰਬਰ ਡੀ.ਟੀ.ਯੂ ਅਤੇ ਸੁਪਰੀਮ ਡਾਇਰੈਕਸ਼ਨ ਦੀ ਮਿਤੀ 07-02-2026 ਨੂੰ ਸਾਂਝਾ ਮੋਰਚਾ ਦੀਆਂ ਧਿਰਾਂ ਵੱਲੋਂ ਪੱਤਰ ਦੀ ਮਿਤੀ 14-09-2017 ਦੇ ਪੱਤਰ ਦੀਆਂ ਕਾਪੀਆਂ ਸਾੜ ਕੇ ਰੋਸ ਪ੍ਰਗਟ ਕੀਤਾ ਗਿਆ। [20,1186,170,1243]
a12-col1: ਸਿਹਤ ਵਿਭਾਗ ਦੇ ਡਾਇਰੈਕਟਰ ਵੱਲੋਂ ਮੁੱਖ ਮੰਤਰੀ ਸਿਹਤ ਯੋਜਨਾ ਦੇ ਲਾਗੂ ਕਰਨ ਦਾ ਜਾਇਜ਼ਾ ਲਿਆ ਗਿਆ। ਉਨ੍ਹਾਂ ਨੇ ਅਧਿਕਾਰੀਆਂ ਨੂੰ ਹਦਾਇਤ ਕੀਤੀ ਕਿ ਹਰ ਯੋਗ ਲਾਭਪਾਤਰੀ ਤੱਕ ਸਿਹਤ ਬੀਮਾ ਕਾਰਡ ਪਹੁੰਚਾਇਆ ਜਾਵੇ। [521,1172,640,1222]
masthead-right-text [845,16,960,49]
a8-caption: ਸਵਰਗੀ ਜਰਨੈਲ ਸਿੰਘ ਬਾਹੋਵਾਲ। [177,976,257,984]
article-teachers-morcha [20,1080,503,1358]
top-right-section [522,82,1005,333]
a11-headline-l1: ਸਾਂਝੇ ਅਧਿਆਪਕ ਮੋਰਚੇ ਦੀ ਅਗਵਾਈ [98,1082,424,1111]
a5-headline: ਜ਼ਿਲ੍ਹੇ 'ਚ ਹਥਿਆਰਾਂ ਦੇ ਜਨਤਕ ਅਤੇ ਸੋਸ਼ਲ ਮੀਡੀਆ 'ਤੇ ਪ੍ਰਦਰਸ਼ਨ 'ਤੇ ਪਾਬੰਦੀ [521,350,965,368]
bullet-dot-icon: ● [20,188,28,204]
divider [20,116,503,118]
a5-col1: ਜ਼ਿਲ੍ਹਾ ਮੈਜਿਸਟਰੇਟ ਸ਼ਹੀਦ ਭਗਤ ਸਿੰਘ ਨਗਰ ਨੇ ਭਾਰਤੀ ਨਾਗਰਿਕ ਸੁਰੱਖਿਆ ਸੰਹਿਤਾ ਤਹਿਤ ਮਿਲੇ ਅਧਿਕਾਰਾਂ ਦੀ ਵਰਤੋਂ ਕਰਦਿਆਂ ਜ਼ਿਲ੍ਹੇ ਵਿੱਚ ਹਥਿਆਰਾਂ ਦੇ ਜਨਤਕ ਪ੍ਰਦਰਸ਼ਨ ਅਤੇ ਸੋਸ਼ਲ ਮੀਡੀਆ 'ਤੇ ਹਥਿਆਰਾਂ ਦੀ ਨੁਮਾਇਸ਼ ਕਰਨ 'ਤੇ ਪੂਰਨ ਪਾਬੰਦੀ ਲਗਾ ਦਿੱਤੀ ਹੈ। [521,396,672,446]
a12-body [522,1280,1005,1322]
a12-byline: ਸਾਹਿਬਜ਼ਾਦਾ ਅਜੀਤ ਸਿੰਘ ਨਗਰ, [536,1144,625,1154]
a2-col1: ਰਾਜਪੁਰਾ ਸ਼ਹਿਰੀ ਵਿਕਾਸ ਮੰਚ ਵੱਲੋਂ ਪਟਿਆਲਾ ਦੇ ਨਵੇਂ ਨਿਯੁਕਤ ਡਿਪਟੀ ਕਮਿਸ਼ਨਰ ਦਾ ਨਿੱਘਾ ਸੁਆਗਤ ਕੀਤਾ ਗਿਆ। ਇਸ ਮੌਕੇ ਉਨ੍ਹਾਂ ਨੂੰ ਸਨਮਾਨ ਚਿੰਨ੍ਹ ਦੇ ਕੇ ਸਨਮਾਨਿਤ ਕੀਤਾ ਗਿਆ। ਮੰਚ ਦੇ ਅਹੁਦੇਦਾਰਾਂ ਨੇ ਡਿਪਟੀ ਕਮਿਸ਼ਨਰ ਨੂੰ ਸ਼ਹਿਰ ਦੀਆਂ ਮੁੱਖ ਸਮੱਸਿਆਵਾਂ ਬਾਰੇ ਜਾਣੂ ਕਰਵਾਇਆ ਅਤੇ ਮੰਗ ਪੱਤਰ ਸੌਂਪਿਆ। ਉਨ੍ਹਾਂ ਨੇ ਮੰਚ ਦੇ ਅਹੁਦੇਦਾਰਾਂ ਨੂੰ ਹਰ ਸੰਭਵ ਮਦਦ ਦਾ ਭਰੋਸਾ ਦਿੱਤਾ। ਇਸ ਮੌਕੇ ਸਰਕਾਰ ਰਾਜਪੁਰਾ ਸਾਹਿਬ ਦੇ ਵੱਖ-ਵੱਖ ਮੋਹਤਬਰ ਸੱਜਣ ਹਾਜ਼ਰ ਸਨ। [521,236,754,304]
a11-body [20,1300,503,1358]
a9-col2: ਕੈਂਪ ਵਿੱਚ ਮਾਹਿਰ ਡਾਕਟਰਾਂ ਦੀ ਟੀਮ ਨੇ ਮਰੀਜ਼ਾਂ ਦੀ ਜਾਂਚ ਕੀਤੀ ਅਤੇ ਮੁਫ਼ਤ ਦਵਾਈਆਂ ਵੀ ਵੰਡੀਆਂ ਗਈਆਂ। 125 ਮਰੀਜ਼ਾਂ ਦੀਆਂ ਅੱਖਾਂ ਦੀ ਜਾਂਚ ਕੀਤੀ। [281,935,393,975]
divider [522,374,1005,376]
a8-col4: ਕੀਤਾ ਉਨ੍ਹਾਂ ਦਾ ਅੰਤਿਮ ਸੰਸਕਾਰ ਬਰੈਂਪਟਨ ਵਿਖੇ ਪਰਿਵਾਰਕ ਮੈਂਬਰਾਂ, ਰਿਸ਼ਤੇਦਾਰਾਂ ਤੇ ਇਲਾਕਾ ਨਿਵਾਸੀਆਂ ਦੀ ਹਾਜ਼ਰੀ ਵਿੱਚ ਕੀਤਾ ਜਾਵੇਗਾ। [20,1033,262,1052]
a8-headline: ਲੰਬੜਦਾਰ ਜਰਨੈਲ ਸਿੰਘ ਬਾਹੋਵਾਲ ਦੀ ਕੈਨੇਡਾ 'ਚ ਹੋਈ ਮੌਤ ਤੇ ਡੂੰਘੇ ਦੁੱਖ ਦਾ ਪ੍ਰਗਟਾਵਾ [20,832,246,865]
top-section [20,82,1004,333]
article-medical-camp [281,831,503,1067]
a2-photo [522,82,754,170]
article-langar-tax [522,831,1005,1067]
a11-col2: ਅਧਿਆਪਕ ਮੋਰਚੇ ਦੇ ਆਗੂਆਂ ਨੇ ਕਿਹਾ ਕਿ ਸਰਕਾਰ ਅਧਿਆਪਕਾਂ ਨਾਲ ਧੱਕਾ ਕਰ ਰਹੀ ਹੈ। ਉਨ੍ਹਾਂ ਨੇ ਚਿਤਾਵਨੀ ਦਿੱਤੀ ਕਿ ਜੇਕਰ ਮੰਗਾਂ ਨਾ ਮੰਨੀਆਂ ਗਈਆਂ ਤਾਂ ਸੰਘਰਸ਼ ਹੋਰ ਤੇਜ਼ ਕੀਤਾ ਜਾਵੇਗਾ। [20,1301,176,1346]
edition-line: ਹੁਸ਼ਿਆਰਪੁਰ/ਗੜ੍ਹਸ਼ੰਕਰ/ਨਵਾਂਸ਼ਹਿਰ/ਪਟਿਆਲਾ [256,18,747,51]
article-tet-protest [20,82,503,333]
a10-col1: ਲੰਗਰ ਸੇਵਾ ਵਿੱਚ ਲੱਗੇ ਵਾਹਨਾਂ ਦੇ ਸਰਕਾਰੀ ਟੈਕਸ ਮੁਆਫ ਕਰਨ ਦੀ ਮੰਗ ਨੂੰ ਲੈ ਕੇ ਇੱਕ ਵਫ਼ਦ ਨੇ ਪ੍ਰਸ਼ਾਸਨਿਕ ਅਧਿਕਾਰੀਆਂ ਨੂੰ ਮੰਗ ਪੱਤਰ ਸੌਂਪਿਆ। [521,922,634,962]
a4-col2: ਮੰਚ ਤੋਂ ਦਿਖਾਇਆ ਸ਼ਰਧਾਲੂ ਹਾਜ਼ਰ ਸਨ। ਵਿਧਾਇਕ ਹਲਕਾ ਬੰਗਾ ਸ਼ਰਧਾਲੂਆਂ ਨੂੰ ਰਵਾਨਾ ਕੀਤਾ। ਇਸ ਮੌਕੇ ਉਨ੍ਹਾਂ ਕਿਹਾ ਕਿ ਪੰਜਾਬ ਸਰਕਾਰ ਵੱਲੋਂ ਮੁੱਖ ਮੰਤਰੀ ਤੀਰਥ ਯਾਤਰਾ ਯੋਜਨਾ ਤਹਿਤ ਹੁਣ ਤੱਕ ਹਜ਼ਾਰਾਂ ਸ਼ਰਧਾਲੂ ਵੱਖ-ਵੱਖ ਧਾਰਮਿਕ ਸਥਾਨਾਂ ਦੇ ਦਰਸ਼ਨ ਕਰ ਚੁੱਕੇ ਹਨ। [20,543,176,600]
footer-disclaimer: 'ਪੈਗਾਮ-ਏ-ਜਗਤ' 'ਚ ਪ੍ਰਕਾਸ਼ਿਤ ਸਮੱਗਰੀ ਅਤੇ ਹੋਰ ਵਾਦ-ਵਿਵਾਦ ਸੰਬੰਧੀ ਕੇਸਾਂ ਦਾ ਨਿਪਟਾਰਾ ਸਿਰਫ ਮੁਹਾਲੀ (ਚੰਡੀਗੜ੍ਹ) ਕੋਰਟ ਵਿੱਚ ਹੀ ਹੋਵੇਗਾ। ਲੇਖਕਾਂ ਦੀ ਰਾਏ ਨਾਲ ਸੰਪਾਦਕ ਦਾ ਸਹਿਮਤ ਹੋਣਾ ਜ਼ਰੂਰੀ ਨਹੀਂ। -ਸੰਪਾਦਕ, ਪੈਗਾਮ-ਏ-ਜਗਤ [20,1551,1004,1569]
a12-headline-l1: ਸਿਹਤ ਵਿਭਾਗ ਦੇ ਡਾਇਰੈਕਟਰ ਵੱਲੋਂ ਮੁੱਖ ਮੰਤਰੀ [610,1082,915,1104]
a4-caption: ਬੱਸਾਂ ਨੂੰ ਹਰੀ ਝੰਡੀ ਦੇ ਕੇ ਰਵਾਨਾ ਕਰਦੇ ਹੋਏ। [273,530,375,538]
a6-byline: ਪੈਗਾਮ-ਏ-ਜਗਤ [57,664,101,674]
a9-byline: ਸਮਾਣਾ (ਪੈਗਾਮ-ਏ-ਜਗਤ) [357,869,426,879]
a8-body [20,988,262,1030]
divider [522,217,754,218]
a10-col2: ਹਸਪਤਾਲਾਂ ਵਿੱਚ ਲੰਗਰ ਦੀ ਸੇਵਾ ਵੀ ਕੀਤੀ ਜਾਂਦੀ ਹੈ ਜਿਸ ਦੇ ਵਿਚ ਤਕਰੀਬਨ 29 ਬਲੈਰੋ ਮਹਿੰਦਰਾ [521,1025,637,1043]
a5-col2: ਵਿਅਕਤੀਆਂ ਦੇ ਇਕੱਠੇ ਹੋਣ, ਜਨਤਕ ਥਾਂਵਾਂ 'ਤੇ ਤਿੱਖੇ ਭਾਸ਼ਣ ਦੇਣ ਅਤੇ ਬਿਨਾਂ ਪ੍ਰਵਾਨਗੀ ਜਲੂਸ ਕੱਢਣ 'ਤੇ ਵੀ ਰੋਕ ਲਗਾਈ ਗਈ ਹੈ। ਜ਼ਿਲ੍ਹਾ ਮੈਜਿਸਟਰੇਟ ਵੱਲੋਂ ਜਾਰੀ ਹੁਕਮਾਂ ਅਨੁਸਾਰ ਇਹ ਹੁਕਮ ਤੁਰੰਤ ਪ੍ਰਭਾਵ ਨਾਲ ਲਾਗੂ ਹੋ ਗਏ ਹਨ ਅਤੇ ਇਨ੍ਹਾਂ ਦੀ ਉਲੰਘਣਾ ਕਰਨ ਵਾਲਿਆਂ ਖ਼ਿਲਾਫ਼ ਸਖ਼ਤ ਕਾਰਵਾਈ ਕੀਤੀ ਜਾਵੇਗੀ। [678,441,824,502]
a12-col3b: ਵਿਭਾਗੀ ਅਧਿਕਾਰੀਆਂ ਨੂੰ ਕਿਹਾ ਗਿਆ ਕਿ ਉਹ ਪਿੰਡ-ਪਿੰਡ ਜਾ ਕੇ ਲੋਕਾਂ ਨੂੰ ਜਾਗਰੂਕ ਕਰਨ ਅਤੇ ਕਾਰਡ ਬਣਾਉਣ ਵਿੱਚ ਮਦਦ ਕਰਨ। ਇਸ ਮੌਕੇ ਸਿਵਲ ਸਰਜਨ ਅਤੇ ਹੋਰ ਅਧਿਕਾਰੀ ਵੀ ਹਾਜ਼ਰ ਸਨ। [848,1280,1004,1310]
masthead-rule [20,72,1004,76]
a8-col1: ਇਲਾਕਾ ਮਹਿਲਪੁਰ ਦੇ ਪਿੰਡ ਬਾਹੋਵਾਲ ਦੇ ਲੰਬੜਦਾਰ ਜਰਨੈਲ ਸਿੰਘ ਦੀ ਕੈਨੇਡਾ ਵਿੱਚ ਹੋਈ ਮੌਤ 'ਤੇ ਇਲਾਕਾ ਨਿਵਾਸੀਆਂ ਵੱਲੋਂ ਡੂੰਘੇ ਦੁੱਖ ਦਾ ਪ੍ਰਗਟਾਵਾ ਕੀਤਾ ਗਿਆ ਹੈ। [20,890,166,919]
